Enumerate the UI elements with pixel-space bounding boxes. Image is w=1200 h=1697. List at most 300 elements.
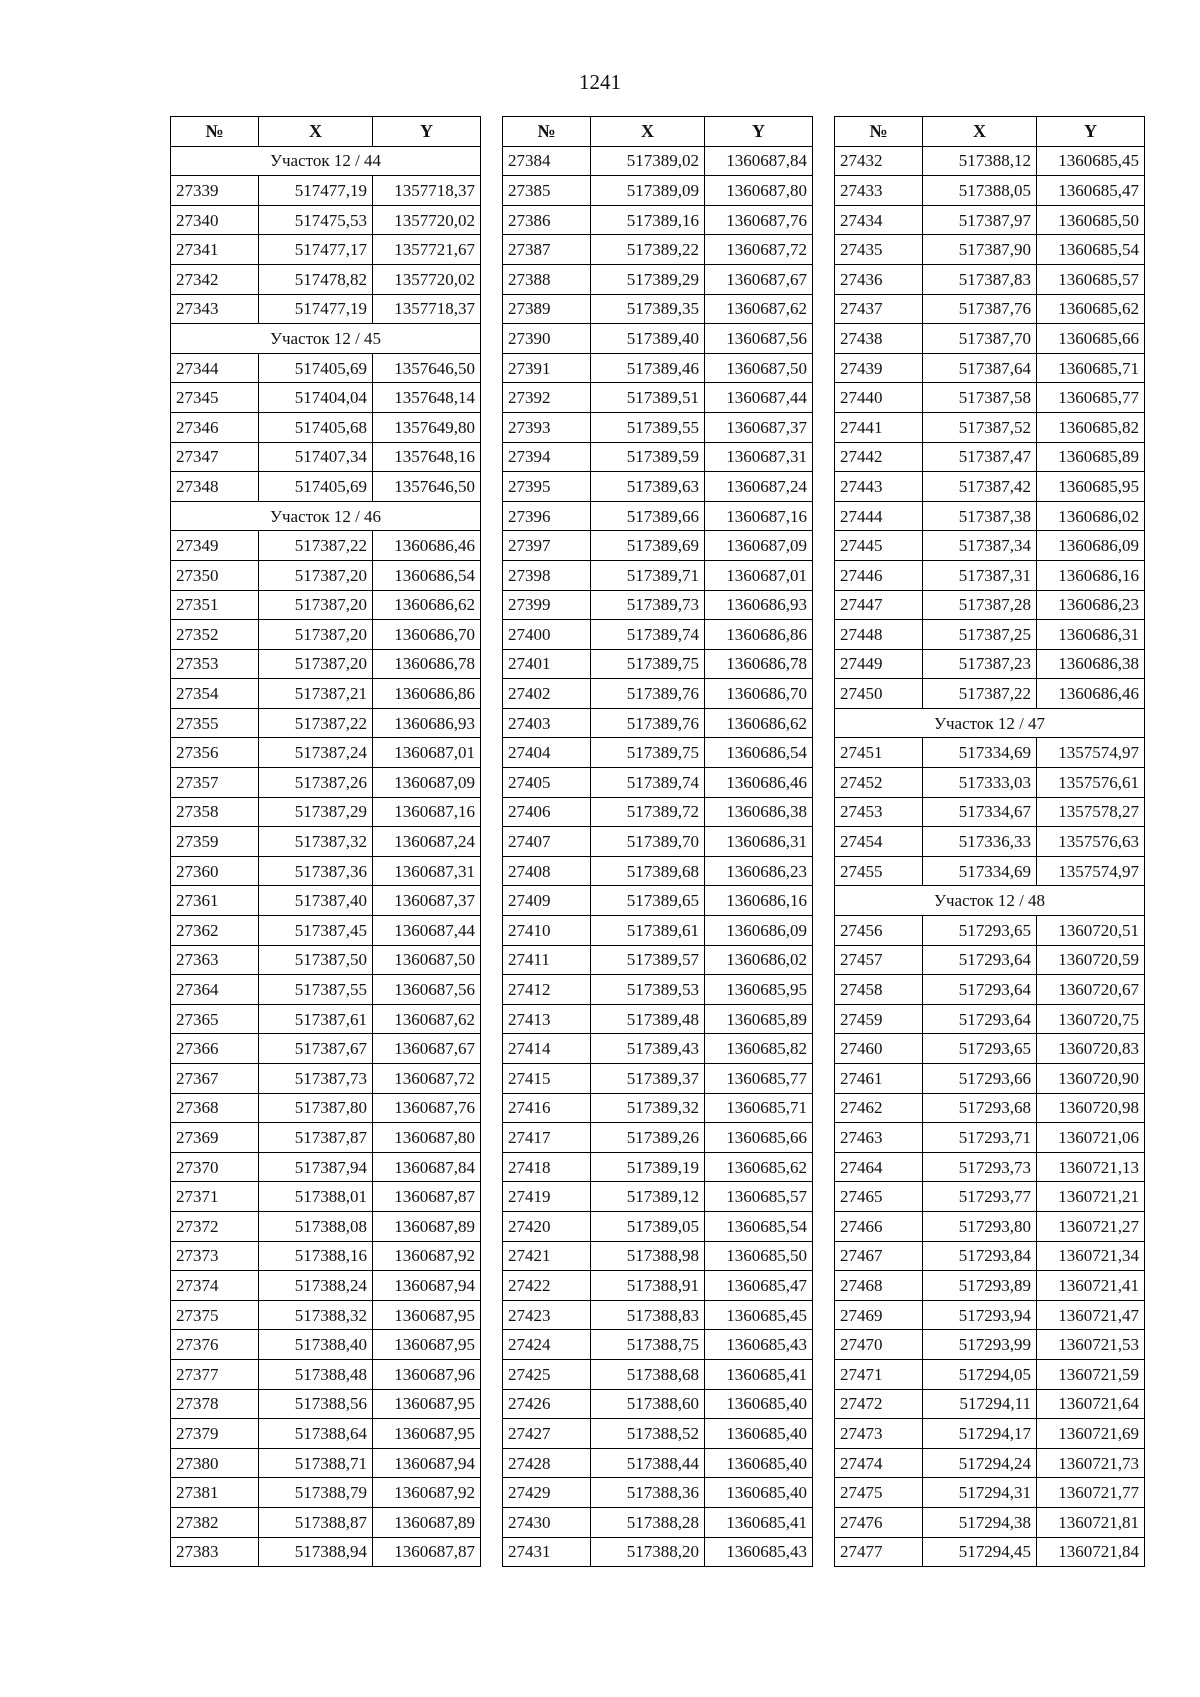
table-row: [503, 442, 813, 472]
y-coordinate: 1360721,27: [1037, 1211, 1145, 1241]
x-coordinate: 517387,90: [923, 235, 1037, 265]
table-row: [503, 353, 813, 383]
y-coordinate: 1360686,54: [705, 738, 813, 768]
table-row: [835, 472, 1145, 502]
y-coordinate: 1360721,73: [1037, 1448, 1145, 1478]
page-number: 1241: [579, 70, 621, 94]
point-number: 27444: [835, 501, 923, 531]
table-row: [503, 1123, 813, 1153]
x-coordinate: 517387,97: [923, 205, 1037, 235]
point-number: 27358: [171, 797, 259, 827]
y-coordinate: 1360685,62: [1037, 294, 1145, 324]
table-row: [503, 1241, 813, 1271]
point-number: 27395: [503, 472, 591, 502]
point-number: 27431: [503, 1537, 591, 1567]
y-coordinate: 1360687,80: [373, 1123, 481, 1153]
y-coordinate: 1360687,87: [373, 1537, 481, 1567]
table-row: [171, 1034, 481, 1064]
y-coordinate: 1360687,84: [373, 1152, 481, 1182]
point-number: 27437: [835, 294, 923, 324]
table-row: [503, 1064, 813, 1094]
table-row: [171, 294, 481, 324]
x-coordinate: 517388,71: [259, 1448, 373, 1478]
table-row: [171, 620, 481, 650]
column-header-number: №: [835, 117, 923, 147]
point-number: 27468: [835, 1271, 923, 1301]
x-coordinate: 517389,35: [591, 294, 705, 324]
table-row: [171, 560, 481, 590]
table-row: [171, 649, 481, 679]
y-coordinate: 1360687,56: [373, 975, 481, 1005]
x-coordinate: 517387,29: [259, 797, 373, 827]
point-number: 27454: [835, 827, 923, 857]
table-row: [503, 1478, 813, 1508]
y-coordinate: 1360686,93: [705, 590, 813, 620]
x-coordinate: 517389,73: [591, 590, 705, 620]
point-number: 27436: [835, 264, 923, 294]
y-coordinate: 1360685,45: [1037, 146, 1145, 176]
y-coordinate: 1360686,62: [705, 708, 813, 738]
point-number: 27371: [171, 1182, 259, 1212]
y-coordinate: 1360686,38: [1037, 649, 1145, 679]
x-coordinate: 517293,71: [923, 1123, 1037, 1153]
x-coordinate: 517387,83: [923, 264, 1037, 294]
point-number: 27373: [171, 1241, 259, 1271]
table-row: [835, 353, 1145, 383]
x-coordinate: 517388,05: [923, 176, 1037, 206]
table-row: [171, 1271, 481, 1301]
table-row: [503, 176, 813, 206]
table-row: [835, 1211, 1145, 1241]
x-coordinate: 517388,01: [259, 1182, 373, 1212]
y-coordinate: 1360686,78: [705, 649, 813, 679]
point-number: 27473: [835, 1419, 923, 1449]
coordinates-table-left: [170, 116, 481, 1567]
point-number: 27366: [171, 1034, 259, 1064]
table-row: [835, 590, 1145, 620]
x-coordinate: 517388,28: [591, 1507, 705, 1537]
point-number: 27385: [503, 176, 591, 206]
section-title: Участок 12 / 47: [835, 708, 1145, 738]
point-number: 27430: [503, 1507, 591, 1537]
point-number: 27450: [835, 679, 923, 709]
point-number: 27354: [171, 679, 259, 709]
x-coordinate: 517293,64: [923, 1004, 1037, 1034]
table-row: [503, 531, 813, 561]
table-row: [835, 797, 1145, 827]
table-row: [835, 1300, 1145, 1330]
y-coordinate: 1360687,76: [373, 1093, 481, 1123]
x-coordinate: 517389,46: [591, 353, 705, 383]
x-coordinate: 517389,40: [591, 324, 705, 354]
table-row: [171, 412, 481, 442]
point-number: 27380: [171, 1448, 259, 1478]
table-row: [171, 975, 481, 1005]
table-row: [835, 1419, 1145, 1449]
table-row: [171, 1093, 481, 1123]
point-number: 27409: [503, 886, 591, 916]
x-coordinate: 517389,26: [591, 1123, 705, 1153]
point-number: 27411: [503, 945, 591, 975]
x-coordinate: 517293,73: [923, 1152, 1037, 1182]
point-number: 27399: [503, 590, 591, 620]
table-row: [503, 827, 813, 857]
x-coordinate: 517388,87: [259, 1507, 373, 1537]
table-row: [171, 768, 481, 798]
table-row: [171, 1241, 481, 1271]
table-row: [503, 1389, 813, 1419]
y-coordinate: 1360686,16: [705, 886, 813, 916]
table-row: [835, 1182, 1145, 1212]
point-number: 27397: [503, 531, 591, 561]
x-coordinate: 517387,20: [259, 620, 373, 650]
x-coordinate: 517389,59: [591, 442, 705, 472]
y-coordinate: 1360686,70: [705, 679, 813, 709]
x-coordinate: 517294,17: [923, 1419, 1037, 1449]
point-number: 27393: [503, 412, 591, 442]
point-number: 27408: [503, 856, 591, 886]
y-coordinate: 1360685,50: [1037, 205, 1145, 235]
x-coordinate: 517388,32: [259, 1300, 373, 1330]
point-number: 27376: [171, 1330, 259, 1360]
y-coordinate: 1360721,84: [1037, 1537, 1145, 1567]
point-number: 27369: [171, 1123, 259, 1153]
table-row: [835, 412, 1145, 442]
section-header-row: [171, 501, 481, 531]
y-coordinate: 1360686,78: [373, 649, 481, 679]
x-coordinate: 517389,05: [591, 1211, 705, 1241]
table-row: [171, 176, 481, 206]
y-coordinate: 1360687,80: [705, 176, 813, 206]
point-number: 27461: [835, 1064, 923, 1094]
table-row: [171, 1004, 481, 1034]
point-number: 27463: [835, 1123, 923, 1153]
x-coordinate: 517405,69: [259, 353, 373, 383]
x-coordinate: 517293,80: [923, 1211, 1037, 1241]
y-coordinate: 1360687,95: [373, 1389, 481, 1419]
point-number: 27403: [503, 708, 591, 738]
table-row: [835, 1152, 1145, 1182]
table-row: [171, 1448, 481, 1478]
table-row: [171, 1330, 481, 1360]
table-row: [171, 1478, 481, 1508]
point-number: 27383: [171, 1537, 259, 1567]
x-coordinate: 517388,75: [591, 1330, 705, 1360]
table-row: [171, 1359, 481, 1389]
point-number: 27392: [503, 383, 591, 413]
table-row: [835, 235, 1145, 265]
point-number: 27406: [503, 797, 591, 827]
y-coordinate: 1360685,57: [705, 1182, 813, 1212]
table-row: [171, 264, 481, 294]
table-row: [503, 708, 813, 738]
table-row: [503, 472, 813, 502]
table-body: [171, 146, 481, 1567]
y-coordinate: 1360686,46: [705, 768, 813, 798]
table-row: [503, 264, 813, 294]
x-coordinate: 517389,76: [591, 708, 705, 738]
x-coordinate: 517294,24: [923, 1448, 1037, 1478]
table-header-row: [503, 117, 813, 147]
x-coordinate: 517389,19: [591, 1152, 705, 1182]
x-coordinate: 517294,31: [923, 1478, 1037, 1508]
x-coordinate: 517387,31: [923, 560, 1037, 590]
point-number: 27459: [835, 1004, 923, 1034]
x-coordinate: 517334,67: [923, 797, 1037, 827]
section-header-row: [171, 146, 481, 176]
table-row: [835, 1448, 1145, 1478]
y-coordinate: 1360686,31: [1037, 620, 1145, 650]
x-coordinate: 517389,69: [591, 531, 705, 561]
y-coordinate: 1360686,46: [1037, 679, 1145, 709]
y-coordinate: 1360685,71: [705, 1093, 813, 1123]
x-coordinate: 517389,48: [591, 1004, 705, 1034]
point-number: 27464: [835, 1152, 923, 1182]
y-coordinate: 1360687,76: [705, 205, 813, 235]
y-coordinate: 1360687,92: [373, 1478, 481, 1508]
y-coordinate: 1360687,31: [373, 856, 481, 886]
table-row: [835, 205, 1145, 235]
y-coordinate: 1360687,31: [705, 442, 813, 472]
table-row: [503, 1507, 813, 1537]
point-number: 27374: [171, 1271, 259, 1301]
y-coordinate: 1360721,53: [1037, 1330, 1145, 1360]
point-number: 27447: [835, 590, 923, 620]
table-row: [503, 649, 813, 679]
y-coordinate: 1360687,94: [373, 1271, 481, 1301]
x-coordinate: 517405,69: [259, 472, 373, 502]
table-row: [835, 1271, 1145, 1301]
table-row: [171, 1123, 481, 1153]
point-number: 27456: [835, 916, 923, 946]
y-coordinate: 1357576,63: [1037, 827, 1145, 857]
table-row: [503, 235, 813, 265]
x-coordinate: 517387,73: [259, 1064, 373, 1094]
point-number: 27449: [835, 649, 923, 679]
point-number: 27443: [835, 472, 923, 502]
x-coordinate: 517293,64: [923, 975, 1037, 1005]
y-coordinate: 1360686,09: [1037, 531, 1145, 561]
x-coordinate: 517387,28: [923, 590, 1037, 620]
y-coordinate: 1360685,62: [705, 1152, 813, 1182]
table-row: [835, 442, 1145, 472]
y-coordinate: 1360686,23: [1037, 590, 1145, 620]
y-coordinate: 1360687,89: [373, 1211, 481, 1241]
x-coordinate: 517477,19: [259, 176, 373, 206]
table-row: [171, 1211, 481, 1241]
x-coordinate: 517387,22: [259, 531, 373, 561]
x-coordinate: 517388,60: [591, 1389, 705, 1419]
table-row: [835, 1004, 1145, 1034]
point-number: 27388: [503, 264, 591, 294]
table-row: [171, 235, 481, 265]
table-row: [503, 590, 813, 620]
y-coordinate: 1360687,95: [373, 1419, 481, 1449]
y-coordinate: 1360685,43: [705, 1330, 813, 1360]
x-coordinate: 517389,12: [591, 1182, 705, 1212]
table-header-row: [835, 117, 1145, 147]
y-coordinate: 1360685,43: [705, 1537, 813, 1567]
y-coordinate: 1360721,47: [1037, 1300, 1145, 1330]
column-header-number: №: [171, 117, 259, 147]
point-number: 27410: [503, 916, 591, 946]
y-coordinate: 1360686,86: [705, 620, 813, 650]
x-coordinate: 517387,20: [259, 560, 373, 590]
point-number: 27440: [835, 383, 923, 413]
point-number: 27382: [171, 1507, 259, 1537]
x-coordinate: 517388,48: [259, 1359, 373, 1389]
column-header-x: X: [923, 117, 1037, 147]
x-coordinate: 517387,94: [259, 1152, 373, 1182]
y-coordinate: 1357646,50: [373, 353, 481, 383]
table-row: [503, 1152, 813, 1182]
y-coordinate: 1360720,51: [1037, 916, 1145, 946]
table-row: [835, 1064, 1145, 1094]
column-header-y: Y: [1037, 117, 1145, 147]
table-row: [171, 1152, 481, 1182]
x-coordinate: 517388,79: [259, 1478, 373, 1508]
y-coordinate: 1360685,71: [1037, 353, 1145, 383]
table-row: [503, 1330, 813, 1360]
table-row: [835, 1478, 1145, 1508]
point-number: 27378: [171, 1389, 259, 1419]
table-row: [835, 620, 1145, 650]
x-coordinate: 517294,45: [923, 1537, 1037, 1567]
y-coordinate: 1360685,89: [705, 1004, 813, 1034]
point-number: 27346: [171, 412, 259, 442]
y-coordinate: 1360686,16: [1037, 560, 1145, 590]
x-coordinate: 517387,52: [923, 412, 1037, 442]
x-coordinate: 517388,12: [923, 146, 1037, 176]
point-number: 27405: [503, 768, 591, 798]
y-coordinate: 1357718,37: [373, 294, 481, 324]
table-row: [835, 1093, 1145, 1123]
table-row: [171, 1064, 481, 1094]
point-number: 27425: [503, 1359, 591, 1389]
point-number: 27387: [503, 235, 591, 265]
y-coordinate: 1360685,95: [705, 975, 813, 1005]
point-number: 27407: [503, 827, 591, 857]
table-row: [503, 1093, 813, 1123]
point-number: 27390: [503, 324, 591, 354]
table-row: [171, 353, 481, 383]
point-number: 27477: [835, 1537, 923, 1567]
point-number: 27368: [171, 1093, 259, 1123]
point-number: 27452: [835, 768, 923, 798]
x-coordinate: 517387,40: [259, 886, 373, 916]
point-number: 27467: [835, 1241, 923, 1271]
point-number: 27351: [171, 590, 259, 620]
x-coordinate: 517387,20: [259, 649, 373, 679]
y-coordinate: 1360685,40: [705, 1389, 813, 1419]
y-coordinate: 1360685,57: [1037, 264, 1145, 294]
x-coordinate: 517293,68: [923, 1093, 1037, 1123]
y-coordinate: 1360685,41: [705, 1507, 813, 1537]
x-coordinate: 517293,65: [923, 1034, 1037, 1064]
x-coordinate: 517293,77: [923, 1182, 1037, 1212]
point-number: 27475: [835, 1478, 923, 1508]
x-coordinate: 517387,70: [923, 324, 1037, 354]
section-title: Участок 12 / 48: [835, 886, 1145, 916]
point-number: 27343: [171, 294, 259, 324]
table-row: [171, 827, 481, 857]
table-row: [503, 945, 813, 975]
x-coordinate: 517387,22: [259, 708, 373, 738]
y-coordinate: 1360720,59: [1037, 945, 1145, 975]
table-row: [503, 620, 813, 650]
x-coordinate: 517387,67: [259, 1034, 373, 1064]
y-coordinate: 1357720,02: [373, 264, 481, 294]
table-row: [171, 856, 481, 886]
x-coordinate: 517293,99: [923, 1330, 1037, 1360]
y-coordinate: 1360685,40: [705, 1448, 813, 1478]
x-coordinate: 517387,80: [259, 1093, 373, 1123]
point-number: 27352: [171, 620, 259, 650]
y-coordinate: 1360721,41: [1037, 1271, 1145, 1301]
section-header-row: [171, 324, 481, 354]
table-row: [835, 945, 1145, 975]
x-coordinate: 517388,56: [259, 1389, 373, 1419]
x-coordinate: 517387,58: [923, 383, 1037, 413]
y-coordinate: 1360720,75: [1037, 1004, 1145, 1034]
table-row: [503, 797, 813, 827]
table-row: [503, 1537, 813, 1567]
point-number: 27469: [835, 1300, 923, 1330]
x-coordinate: 517334,69: [923, 856, 1037, 886]
x-coordinate: 517389,61: [591, 916, 705, 946]
x-coordinate: 517387,38: [923, 501, 1037, 531]
x-coordinate: 517389,71: [591, 560, 705, 590]
x-coordinate: 517404,04: [259, 383, 373, 413]
x-coordinate: 517387,26: [259, 768, 373, 798]
table-row: [171, 1300, 481, 1330]
point-number: 27470: [835, 1330, 923, 1360]
y-coordinate: 1360720,67: [1037, 975, 1145, 1005]
y-coordinate: 1360721,59: [1037, 1359, 1145, 1389]
y-coordinate: 1360686,09: [705, 916, 813, 946]
y-coordinate: 1360685,82: [1037, 412, 1145, 442]
x-coordinate: 517293,84: [923, 1241, 1037, 1271]
x-coordinate: 517389,55: [591, 412, 705, 442]
table-row: [171, 205, 481, 235]
column-header-y: Y: [705, 117, 813, 147]
y-coordinate: 1360687,67: [373, 1034, 481, 1064]
y-coordinate: 1360685,54: [1037, 235, 1145, 265]
y-coordinate: 1360685,66: [1037, 324, 1145, 354]
point-number: 27471: [835, 1359, 923, 1389]
table-row: [171, 1419, 481, 1449]
y-coordinate: 1360686,38: [705, 797, 813, 827]
point-number: 27427: [503, 1419, 591, 1449]
table-row: [503, 856, 813, 886]
x-coordinate: 517387,24: [259, 738, 373, 768]
x-coordinate: 517389,29: [591, 264, 705, 294]
y-coordinate: 1360721,21: [1037, 1182, 1145, 1212]
y-coordinate: 1360686,54: [373, 560, 481, 590]
y-coordinate: 1360687,37: [705, 412, 813, 442]
x-coordinate: 517388,83: [591, 1300, 705, 1330]
x-coordinate: 517477,17: [259, 235, 373, 265]
x-coordinate: 517387,64: [923, 353, 1037, 383]
point-number: 27462: [835, 1093, 923, 1123]
y-coordinate: 1360687,50: [705, 353, 813, 383]
table-row: [835, 501, 1145, 531]
y-coordinate: 1360687,24: [705, 472, 813, 502]
point-number: 27349: [171, 531, 259, 561]
point-number: 27414: [503, 1034, 591, 1064]
x-coordinate: 517294,05: [923, 1359, 1037, 1389]
point-number: 27356: [171, 738, 259, 768]
